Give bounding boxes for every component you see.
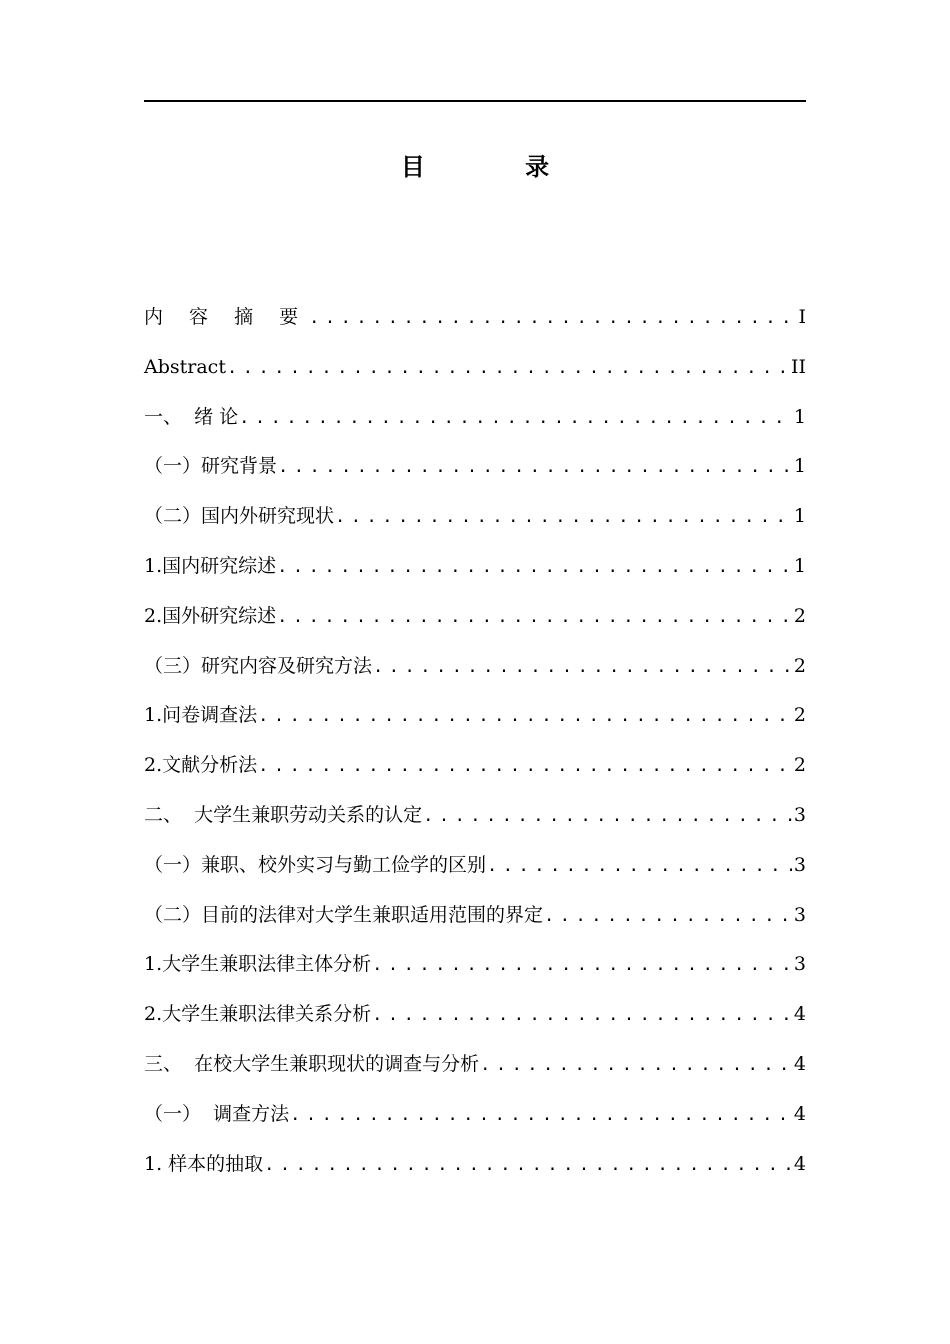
- page-title: 目 录: [400, 153, 596, 181]
- toc-entry[interactable]: [144, 997, 806, 1047]
- toc-entry-page: II: [790, 355, 806, 378]
- toc-entry[interactable]: [144, 1097, 806, 1147]
- toc-entry-label: （三）研究内容及研究方法: [144, 654, 373, 677]
- toc-entry-page: 1: [793, 405, 806, 428]
- toc-entry[interactable]: [144, 549, 806, 599]
- toc-entry-page: 4: [793, 1102, 806, 1125]
- toc-entry-page: 4: [793, 1152, 806, 1175]
- toc-entry-label: 1.国内研究综述: [144, 554, 277, 577]
- toc-entry-label: （一）研究背景: [144, 455, 278, 478]
- toc-entry-label: 一、 绪 论: [144, 405, 239, 428]
- toc-entry-page: 2: [793, 704, 806, 727]
- toc-entry-page: 3: [793, 953, 806, 976]
- toc-entry-label: 二、 大学生兼职劳动关系的认定: [144, 803, 423, 826]
- toc-dot-leader: [239, 401, 792, 435]
- toc-entry-page: 2: [793, 754, 806, 777]
- toc-entry-page: 2: [793, 654, 806, 677]
- toc-entry-label: （一）兼职、校外实习与勤工俭学的区别: [144, 853, 487, 876]
- toc-dot-leader: [544, 899, 792, 933]
- toc-dot-leader: [277, 550, 792, 584]
- toc-entry-label: 三、 在校大学生兼职现状的调查与分析: [144, 1052, 480, 1075]
- toc-dot-leader: [277, 600, 792, 634]
- toc-dot-leader: [309, 301, 796, 335]
- table-of-contents: [144, 300, 806, 1196]
- toc-entry[interactable]: [144, 300, 806, 350]
- toc-dot-leader: [278, 450, 792, 484]
- toc-dot-leader: [372, 998, 792, 1032]
- toc-dot-leader: [335, 500, 792, 534]
- toc-dot-leader: [480, 1048, 792, 1082]
- toc-entry-label: （二）目前的法律对大学生兼职适用范围的界定: [144, 903, 544, 926]
- toc-entry[interactable]: [144, 748, 806, 798]
- header-rule: [144, 100, 806, 102]
- toc-entry-page: 4: [793, 1003, 806, 1026]
- toc-entry-page: 4: [793, 1052, 806, 1075]
- toc-entry-label: 2.文献分析法: [144, 754, 258, 777]
- toc-entry-page: 1: [793, 505, 806, 528]
- toc-entry[interactable]: [144, 947, 806, 997]
- toc-dot-leader: [290, 1098, 792, 1132]
- toc-dot-leader: [264, 1148, 792, 1182]
- toc-entry[interactable]: [144, 898, 806, 948]
- toc-entry[interactable]: [144, 400, 806, 450]
- toc-entry-label: 1.问卷调查法: [144, 704, 258, 727]
- toc-dot-leader: [227, 351, 789, 385]
- toc-entry-label: 2.国外研究综述: [144, 604, 277, 627]
- toc-dot-leader: [372, 948, 792, 982]
- toc-entry[interactable]: [144, 599, 806, 649]
- toc-dot-leader: [487, 849, 792, 883]
- toc-entry[interactable]: [144, 698, 806, 748]
- toc-entry[interactable]: [144, 798, 806, 848]
- toc-entry[interactable]: [144, 1047, 806, 1097]
- toc-entry-page: 3: [793, 903, 806, 926]
- toc-entry-label: Abstract: [144, 355, 226, 378]
- toc-entry-page: 2: [793, 604, 806, 627]
- toc-entry[interactable]: [144, 848, 806, 898]
- toc-entry-page: 3: [793, 853, 806, 876]
- toc-dot-leader: [423, 799, 792, 833]
- toc-dot-leader: [258, 699, 792, 733]
- toc-dot-leader: [258, 749, 792, 783]
- toc-entry-page: 3: [793, 803, 806, 826]
- toc-entry[interactable]: [144, 649, 806, 699]
- toc-entry-label: （二）国内外研究现状: [144, 505, 335, 528]
- toc-entry[interactable]: [144, 350, 806, 400]
- toc-entry-label: 内 容 摘 要: [144, 306, 309, 328]
- toc-entry-label: 1.大学生兼职法律主体分析: [144, 953, 372, 976]
- toc-entry[interactable]: [144, 499, 806, 549]
- toc-entry-page: 1: [793, 455, 806, 478]
- toc-entry-label: 1. 样本的抽取: [144, 1152, 264, 1175]
- toc-entry[interactable]: [144, 1147, 806, 1197]
- toc-entry[interactable]: [144, 449, 806, 499]
- toc-entry-label: （一） 调查方法: [144, 1102, 290, 1125]
- toc-dot-leader: [373, 650, 792, 684]
- toc-entry-label: 2.大学生兼职法律关系分析: [144, 1003, 372, 1026]
- toc-entry-page: 1: [793, 554, 806, 577]
- toc-entry-page: I: [798, 306, 806, 328]
